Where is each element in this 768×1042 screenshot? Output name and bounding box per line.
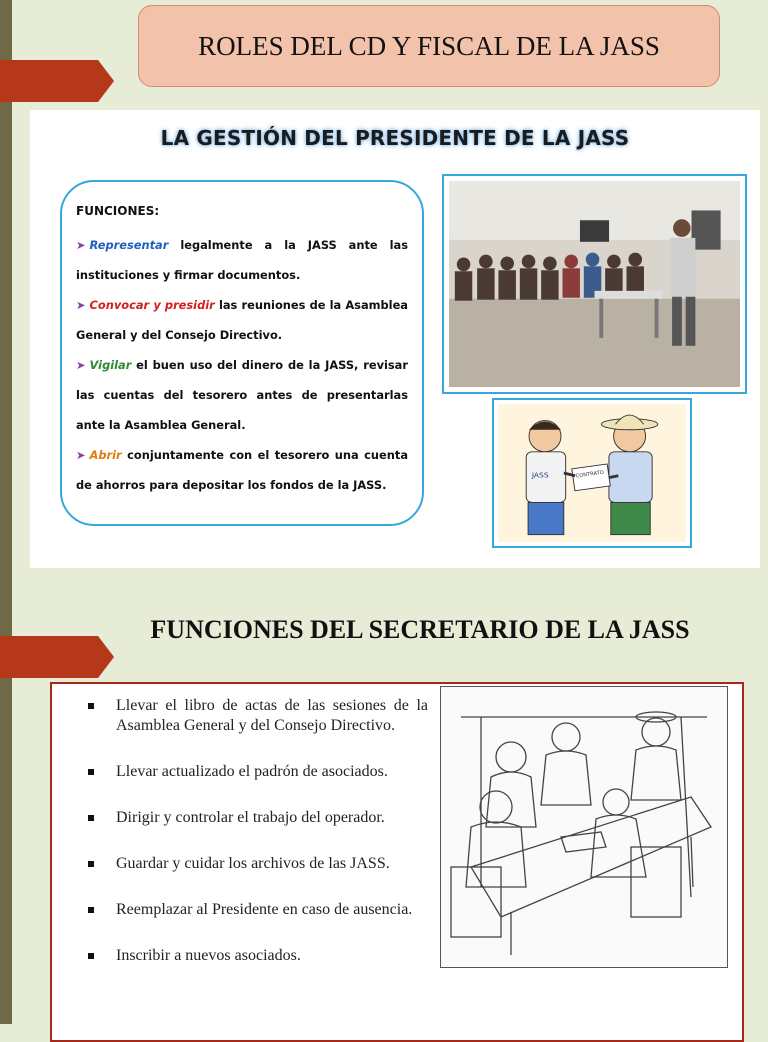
president-title: LA GESTIÓN DEL PRESIDENTE DE LA JASS bbox=[160, 126, 630, 150]
list-item-text: Dirigir y controlar el trabajo del operador. bbox=[116, 809, 385, 826]
function-text: conjuntamente con el tesorero una cuenta de ahorros para depositar los fondos de la JASS. bbox=[76, 448, 408, 492]
square-bullet-icon bbox=[88, 861, 94, 867]
shirt-label: JASS bbox=[531, 470, 549, 480]
meeting-photo bbox=[442, 174, 747, 394]
function-text: el buen uso del dinero de la JASS, revisar las cuentas del tesorero antes de presentarlas ante la Asamblea General. bbox=[76, 358, 408, 432]
function-verb: Vigilar bbox=[89, 358, 132, 372]
list-item-text: Reemplazar al Presidente en caso de ausencia. bbox=[116, 901, 413, 918]
meeting-photo-illustration bbox=[449, 181, 740, 387]
page-title-box bbox=[138, 5, 720, 87]
secretary-function-list bbox=[88, 696, 428, 992]
functions-box bbox=[60, 180, 424, 526]
meeting-drawing bbox=[440, 686, 728, 968]
function-item bbox=[76, 230, 408, 290]
list-item-text: Llevar actualizado el padrón de asociados. bbox=[116, 763, 388, 780]
arrow-bullet-icon: ➤ bbox=[76, 298, 86, 312]
list-item-text: Llevar el libro de actas de las sesiones de la Asamblea General y del Consejo Directivo. bbox=[116, 697, 428, 734]
page-title: ROLES DEL CD Y FISCAL DE LA JASS bbox=[198, 30, 660, 61]
function-text: las reuniones de la Asamblea General y del Consejo Directivo. bbox=[76, 298, 408, 342]
square-bullet-icon bbox=[88, 769, 94, 775]
function-item bbox=[76, 440, 408, 500]
secretary-panel bbox=[50, 682, 744, 1042]
list-item bbox=[88, 946, 428, 966]
function-item bbox=[76, 290, 408, 350]
meeting-drawing-illustration bbox=[441, 687, 727, 967]
list-item bbox=[88, 762, 428, 782]
arrow-bullet-icon: ➤ bbox=[76, 238, 86, 252]
secretary-title: FUNCIONES DEL SECRETARIO DE LA JASS bbox=[150, 615, 690, 644]
function-verb: Abrir bbox=[89, 448, 122, 462]
list-item bbox=[88, 854, 428, 874]
list-item bbox=[88, 696, 428, 736]
square-bullet-icon bbox=[88, 703, 94, 709]
square-bullet-icon bbox=[88, 907, 94, 913]
functions-heading: FUNCIONES: bbox=[76, 204, 160, 218]
list-item bbox=[88, 900, 428, 920]
list-item bbox=[88, 808, 428, 828]
square-bullet-icon bbox=[88, 815, 94, 821]
president-panel bbox=[30, 110, 760, 568]
contract-cartoon-illustration bbox=[498, 404, 686, 542]
list-item-text: Guardar y cuidar los archivos de las JASS. bbox=[116, 855, 390, 872]
function-text: legalmente a la JASS ante las instituciones y firmar documentos. bbox=[76, 238, 408, 282]
arrow-marker-bottom bbox=[0, 636, 114, 678]
document-label: CONTRATO bbox=[575, 469, 605, 480]
function-verb: Representar bbox=[89, 238, 169, 252]
arrow-bullet-icon: ➤ bbox=[76, 448, 86, 462]
list-item-text: Inscribir a nuevos asociados. bbox=[116, 947, 301, 964]
left-decor-bar bbox=[0, 0, 12, 1024]
function-verb: Convocar y presidir bbox=[89, 298, 215, 312]
arrow-marker-top bbox=[0, 60, 114, 102]
function-item bbox=[76, 350, 408, 440]
square-bullet-icon bbox=[88, 953, 94, 959]
arrow-bullet-icon: ➤ bbox=[76, 358, 86, 372]
contract-cartoon bbox=[492, 398, 692, 548]
